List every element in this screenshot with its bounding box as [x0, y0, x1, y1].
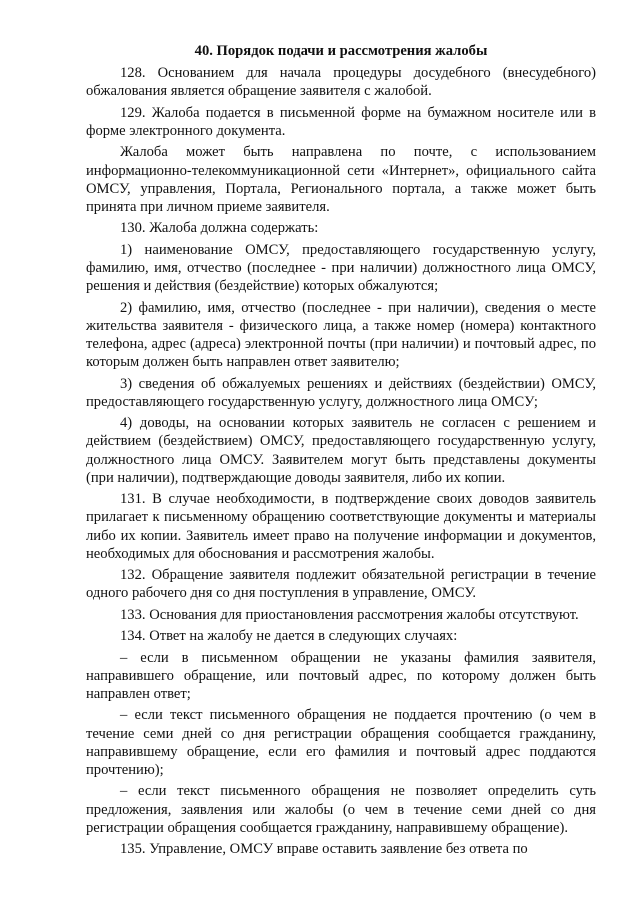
paragraph-133: 133. Основания для приостановления рассмотрения жалобы отсутствуют.: [120, 606, 579, 623]
paragraph-130-item-3: 3) сведения об обжалуемых решениях и действиях (бездействии) ОМСУ, предоставляющего государственную услугу, должностного лица ОМСУ;: [86, 375, 596, 410]
paragraph-129-methods: Жалоба может быть направлена по почте, с использованием информационно-телекоммуникационной сети «Интернет», официального сайта ОМСУ, управления, Портала, Регионального портала, а также может быть принята при личном приеме заявителя.: [86, 144, 596, 215]
paragraph-134: 134. Ответ на жалобу не дается в следующих случаях:: [120, 628, 458, 645]
paragraph-128: 128. Основанием для начала процедуры досудебного (внесудебного) обжалования является обращение заявителя с жалобой.: [86, 65, 596, 100]
paragraph-134-case-3: – если текст письменного обращения не позволяет определить суть предложения, заявления или жалобы (о чем в течение семи дней со дня регистрации обращения сообщается гражданину, направившему обращение).: [86, 783, 596, 836]
paragraph-130-item-4: 4) доводы, на основании которых заявитель не согласен с решением и действием (бездействием) ОМСУ, предоставляющего государственную услугу, должностного лица ОМСУ. Заявителем могут быть представлены документы (при наличии), подтверждающие доводы заявителя, либо их копии.: [86, 415, 596, 486]
paragraph-129: 129. Жалоба подается в письменной форме на бумажном носителе или в форме электронного документа.: [86, 104, 596, 139]
paragraph-131: 131. В случае необходимости, в подтверждение своих доводов заявитель прилагает к письменному обращению соответствующие документы и материалы либо их копии. Заявитель имеет право на получение информации и документов, необходимых для обоснования и рассмотрения жалобы.: [86, 491, 596, 562]
paragraph-130-item-1: 1) наименование ОМСУ, предоставляющего государственную услугу, фамилию, имя, отчество (последнее - при наличии) должностного лица ОМСУ, решения и действия (бездействие) которых обжалуются;: [86, 241, 596, 295]
paragraph-135: 135. Управление, ОМСУ вправе оставить заявление без ответа по: [120, 841, 528, 858]
paragraph-130-item-2: 2) фамилию, имя, отчество (последнее - при наличии), сведения о месте жительства заявителя - физического лица, а также номер (номера) контактного телефона, адрес (адреса) электронной почты (при наличии) и почтовый адрес, по которым должен быть направлен ответ заявителю;: [86, 299, 596, 371]
paragraph-134-case-1: – если в письменном обращении не указаны фамилия заявителя, направившего обращение, или почтовый адрес, по которому должен быть направлен ответ;: [86, 649, 596, 702]
section-heading: 40. Порядок подачи и рассмотрения жалобы: [194, 43, 488, 59]
paragraph-132: 132. Обращение заявителя подлежит обязательной регистрации в течение одного рабочего дня со дня поступления в управление, ОМСУ.: [86, 567, 596, 602]
paragraph-130: 130. Жалоба должна содержать:: [120, 220, 319, 237]
paragraph-134-case-2: – если текст письменного обращения не поддается прочтению (о чем в течение семи дней со дня регистрации обращения сообщается гражданину, направившему обращение, если его фамилия и почтовый адрес поддаются прочтению);: [86, 707, 596, 778]
